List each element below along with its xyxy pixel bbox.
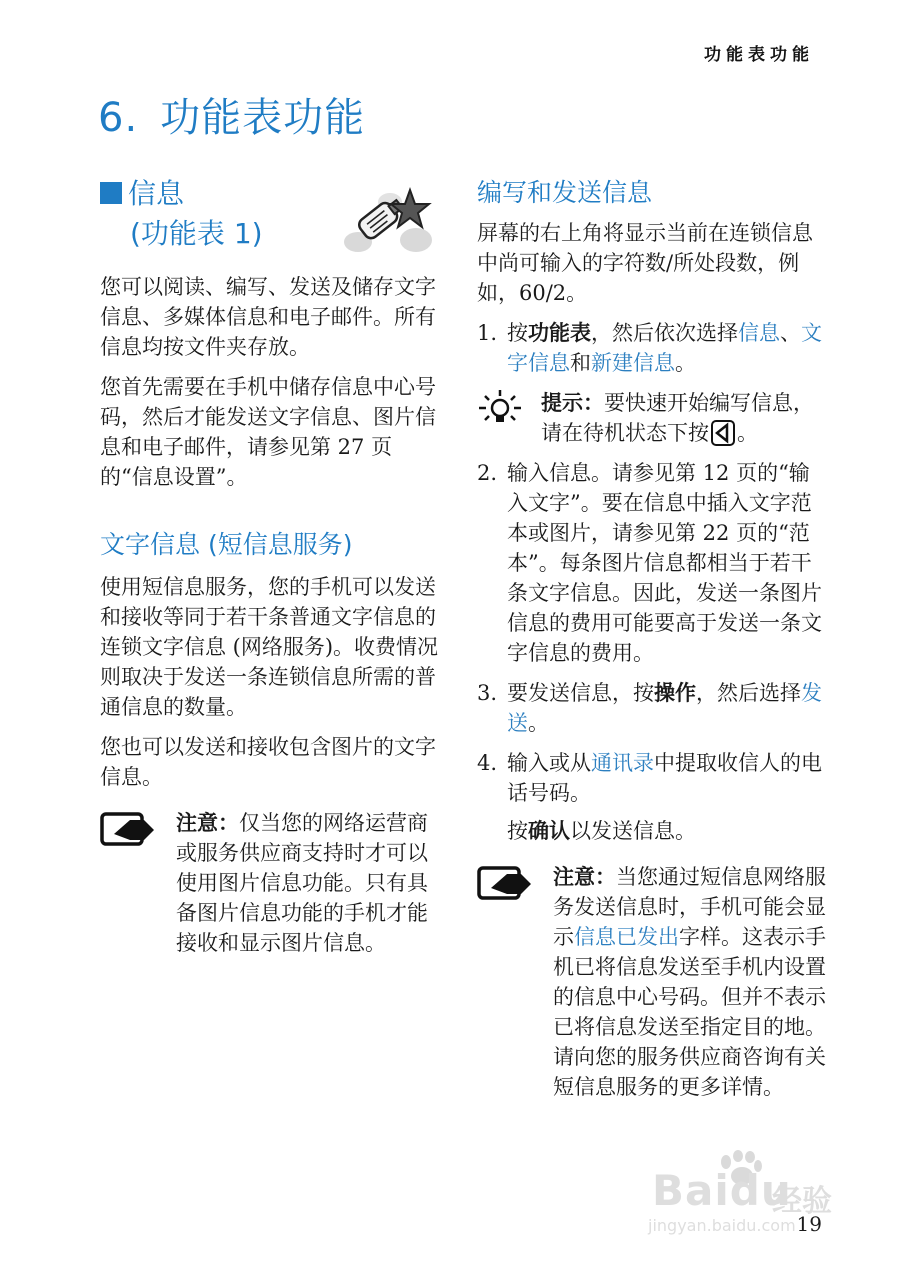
intro-paragraph-1: 您可以阅读、编写、发送及储存文字信息、多媒体信息和电子邮件。所有信息均按文件夹存放。	[100, 275, 436, 359]
chapter-title	[98, 86, 365, 143]
step-1	[477, 318, 827, 378]
menu-key-label: 功能表	[528, 321, 591, 345]
tip-label: 提示：	[541, 391, 604, 415]
note-block-right	[477, 862, 827, 1102]
tip-block	[477, 388, 827, 448]
watermark-brand	[652, 1166, 792, 1215]
step-2	[477, 458, 827, 668]
step-3	[477, 678, 827, 738]
watermark-url: jingyan.baidu.com	[648, 1216, 796, 1235]
confirm-text: 以发送信息。	[570, 819, 696, 843]
step-text: 。	[528, 711, 549, 735]
right-column	[477, 176, 827, 1112]
step-text: 中提取收信人的电话号码。	[507, 751, 822, 805]
step-number: 3.	[477, 681, 498, 705]
step-text: 、	[780, 321, 801, 345]
chapter-title-text: 功能表功能	[160, 95, 366, 141]
step-text: 输入或从	[507, 751, 591, 775]
message-bottle-star-icon	[338, 180, 436, 258]
menu-item-send: 发送	[507, 681, 822, 735]
step-number: 2.	[477, 461, 498, 485]
tip-text: 要快速开始编写信息，请在待机状态下按	[541, 391, 814, 445]
menu-item-text-messages: 文字信息	[507, 321, 822, 375]
step-text: 输入信息。请参见第 12 页的“输入文字”。要在信息中插入文字范本或图片，请参见第 22 页的“范本”。每条图片信息都相当于若干条文字信息。因此，发送一条图片信息的费用可能要高于发送一条文字信息的费用。	[507, 461, 822, 665]
steps-list	[477, 318, 827, 378]
note-text: 当您通过短信息网络服务发送信息时，手机可能会显示	[553, 865, 826, 949]
menu-item-contacts: 通讯录	[591, 751, 654, 775]
step-text: 。	[675, 351, 696, 375]
ok-key-label: 确认	[528, 819, 570, 843]
watermark-cn: 经验	[772, 1184, 832, 1219]
note-text: 字样。这表示手机已将信息发送至手机内设置的信息中心号码。但并不表示已将信息发送至指定目的地。请向您的服务供应商咨询有关短信息服务的更多详情。	[553, 925, 826, 1099]
compose-heading: 编写和发送信息	[477, 178, 653, 207]
step-text: ，然后选择	[696, 681, 801, 705]
confirm-line	[477, 816, 827, 846]
running-head: 功能表功能	[704, 45, 814, 65]
watermark-brand-bai: Bai	[652, 1166, 730, 1215]
lightbulb-tip-icon	[477, 388, 523, 434]
note-label: 注意：	[553, 865, 616, 889]
note-block-left	[100, 808, 442, 958]
menu-item-messages: 信息	[738, 321, 780, 345]
section-subtitle: (功能表 1)	[130, 217, 263, 250]
confirm-text: 按	[507, 819, 528, 843]
step-4	[477, 748, 827, 808]
options-key-label: 操作	[654, 681, 696, 705]
compose-paragraph: 屏幕的右上角将显示当前在连锁信息中尚可输入的字符数/所处段数，例如，60/2。	[477, 221, 813, 305]
note-label: 注意：	[176, 811, 239, 835]
step-text: 按	[507, 321, 528, 345]
step-number: 1.	[477, 321, 498, 345]
section-square-marker	[100, 182, 122, 204]
message-sent-status: 信息已发出	[574, 925, 679, 949]
sms-heading: 文字信息 (短信息服务)	[100, 530, 353, 559]
step-text: 要发送信息，按	[507, 681, 654, 705]
sms-paragraph-2: 您也可以发送和接收包含图片的文字信息。	[100, 735, 436, 789]
step-text: 和	[570, 351, 591, 375]
intro-paragraph-2: 您首先需要在手机中储存信息中心号码，然后才能发送文字信息、图片信息和电子邮件，请参见第 27 页的“信息设置”。	[100, 375, 436, 489]
watermark-brand-du: du	[729, 1166, 792, 1215]
page-number: 19	[796, 1212, 822, 1236]
step-text: ，然后依次选择	[591, 321, 738, 345]
menu-item-create-message: 新建信息	[591, 351, 675, 375]
back-key-icon	[711, 420, 735, 446]
section-title-text: 信息	[128, 177, 185, 210]
note-hand-icon	[100, 812, 156, 848]
note-text: 仅当您的网络运营商或服务供应商支持时才可以使用图片信息功能。只有具备图片信息功能的手机才能接收和显示图片信息。	[176, 811, 428, 955]
steps-list-continued	[477, 458, 827, 808]
chapter-number: 6.	[98, 95, 139, 141]
sms-paragraph-1: 使用短信息服务，您的手机可以发送和接收等同于若干条普通文字信息的连锁文字信息 (网络服务)。收费情况则取决于发送一条连锁信息所需的普通信息的数量。	[100, 575, 439, 719]
note-hand-icon	[477, 866, 533, 902]
section-header	[100, 176, 442, 266]
left-column	[100, 176, 442, 968]
tip-text-end: 。	[737, 421, 758, 445]
step-number: 4.	[477, 751, 498, 775]
